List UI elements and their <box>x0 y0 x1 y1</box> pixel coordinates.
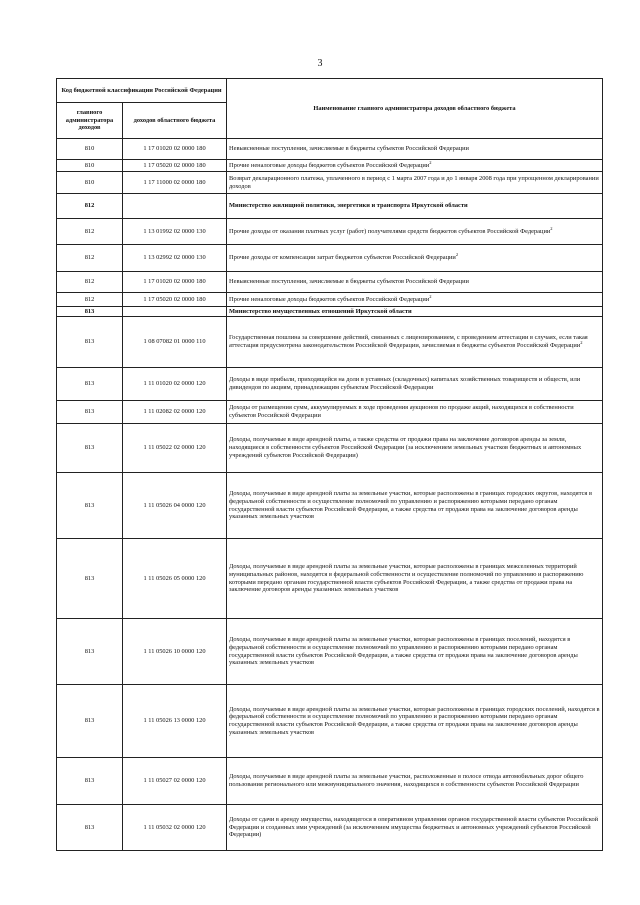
administrator-name-cell <box>227 473 603 539</box>
admin-code-cell: 813 <box>57 317 123 368</box>
revenue-code-cell <box>123 194 227 219</box>
footnote-marker: 2 <box>429 159 432 165</box>
name-text: Прочие доходы от компенсации затрат бюджетов субъектов Российской Федерации <box>229 254 456 262</box>
revenue-code-cell: 1 11 05022 02 0000 120 <box>123 424 227 473</box>
revenue-code-cell: 1 17 01020 02 0000 180 <box>123 139 227 160</box>
name-text: Министерство имущественных отношений Иркутской области <box>229 307 412 315</box>
admin-code-cell: 812 <box>57 194 123 219</box>
table-row <box>57 685 603 758</box>
admin-code-cell: 813 <box>57 368 123 401</box>
administrator-name-cell <box>227 805 603 851</box>
revenue-code-cell: 1 11 05026 05 0000 120 <box>123 539 227 619</box>
name-text: Прочие доходы от оказания платных услуг (работ) получателями средств бюджетов субъектов Российской Федерации <box>229 227 551 235</box>
name-text: Прочие неналоговые доходы бюджетов субъектов Российской Федерации <box>229 161 430 169</box>
footnote-marker: 2 <box>550 225 553 231</box>
administrator-name-cell <box>227 219 603 245</box>
administrator-name-cell <box>227 139 603 160</box>
table-row <box>57 424 603 473</box>
revenue-column-header: доходов областного бюджета <box>123 103 227 139</box>
table-header <box>57 79 603 139</box>
table-body <box>57 139 603 851</box>
administrator-name-cell <box>227 424 603 473</box>
administrator-name-cell <box>227 245 603 272</box>
administrator-name-cell <box>227 401 603 424</box>
administrator-name-cell <box>227 317 603 368</box>
admin-code-cell: 813 <box>57 473 123 539</box>
revenue-code-cell: 1 17 01020 02 0000 180 <box>123 272 227 293</box>
admin-code-cell: 812 <box>57 245 123 272</box>
revenue-code-cell: 1 11 01020 02 0000 120 <box>123 368 227 401</box>
table-row <box>57 172 603 194</box>
name-text: Прочие неналоговые доходы бюджетов субъектов Российской Федерации <box>229 295 430 303</box>
revenue-code-cell: 1 13 01992 02 0000 130 <box>123 219 227 245</box>
name-text: Доходы в виде прибыли, приходящейся на доли в уставных (складочных) капиталах хозяйственных товариществ и обществ, или дивидендов по акциям, принадлежащим субъектам Российской Федерации <box>229 376 581 391</box>
table-row <box>57 805 603 851</box>
page-number: 3 <box>317 58 323 69</box>
administrator-name-cell <box>227 758 603 805</box>
table-row <box>57 219 603 245</box>
footnote-marker: 2 <box>429 293 432 299</box>
name-text: Невыясненные поступления, зачисляемые в бюджеты субъектов Российской Федерации <box>229 278 469 286</box>
table-row <box>57 293 603 307</box>
admin-code-cell: 810 <box>57 172 123 194</box>
administrator-name-cell <box>227 539 603 619</box>
admin-code-cell: 813 <box>57 424 123 473</box>
admin-code-cell: 813 <box>57 805 123 851</box>
admin-code-cell: 813 <box>57 401 123 424</box>
table-row <box>57 160 603 172</box>
revenue-code-cell <box>123 307 227 317</box>
administrator-name-cell <box>227 685 603 758</box>
name-text: Доходы, получаемые в виде арендной платы за земельные участки, расположенные в полосе отвода автомобильных дорог общего пользования регионального или межмуниципального значения, находящихся в собственности субъектов Российской Федерации <box>229 773 584 788</box>
revenue-code-cell: 1 17 05020 02 0000 180 <box>123 160 227 172</box>
footnote-marker: 2 <box>455 252 459 258</box>
admin-code-cell: 812 <box>57 219 123 245</box>
revenue-code-cell: 1 08 07082 01 0000 110 <box>123 317 227 368</box>
name-text: Доходы, получаемые в виде арендной платы за земельные участки, которые расположены в границах поселений, находятся в федеральной собственности и осуществление полномочий по управлению и распоряжению которыми передано органам государственной власти субъектов Российской Федерации, а также средства от продажи права на заключение договоров аренды указанных земельных участков <box>229 636 578 667</box>
table-row <box>57 317 603 368</box>
admin-code-cell: 812 <box>57 272 123 293</box>
revenue-code-cell: 1 17 05020 02 0000 180 <box>123 293 227 307</box>
name-text: Доходы, получаемые в виде арендной платы, а также средства от продажи права на заключение договоров аренды за земли, находящиеся в собственности субъектов Российской Федерации (за исключением земельных участков бюджетных и автономных учреждений субъектов Российской Федерации) <box>229 436 582 459</box>
revenue-code-cell: 1 17 11000 02 0000 180 <box>123 172 227 194</box>
name-text: Доходы, получаемые в виде арендной платы за земельные участки, которые расположены в границах городских поселений, находятся в федеральной собственности и осуществление полномочий по управлению и распоряжению которыми передано органам государственной власти субъектов Российской Федерации, а также средства от продажи права на заключение договоров аренды указанных земельных участков <box>229 705 600 736</box>
name-text: Доходы, получаемые в виде арендной платы за земельные участки, которые расположены в границах межселенных территорий муниципальных районов, находятся в федеральной собственности и осуществление полномочий по управлению и распоряжению которыми передано органам государственной власти субъектов Российской Федерации, а также средства от продажи права на заключение договоров аренды указанных земельных участков <box>229 563 584 594</box>
admin-code-cell: 812 <box>57 293 123 307</box>
name-text: Государственная пошлина за совершение действий, связанных с лицензированием, с проведением аттестации в случаях, если такая аттестация предусмотрена законодательством Российской Федерации, зачисляемая в бюджеты субъектов Российской Федерации <box>229 334 588 349</box>
admin-code-cell: 813 <box>57 685 123 758</box>
revenue-code-cell: 1 11 05027 02 0000 120 <box>123 758 227 805</box>
administrator-name-cell <box>227 172 603 194</box>
admin-code-cell: 810 <box>57 139 123 160</box>
table-row <box>57 758 603 805</box>
name-text: Доходы от сдачи в аренду имущества, находящегося в оперативном управлении органов государственной власти субъектов Российской Федерации и созданных ими учреждений (за исключением имущества бюджетных и автономных учреждений субъектов Российской Федерации) <box>229 815 599 839</box>
revenue-code-cell: 1 11 05026 13 0000 120 <box>123 685 227 758</box>
revenue-code-cell: 1 13 02992 02 0000 130 <box>123 245 227 272</box>
ministry-row <box>57 194 603 219</box>
administrator-name-cell <box>227 194 603 219</box>
administrator-name-cell <box>227 293 603 307</box>
table-row <box>57 368 603 401</box>
name-text: Доходы, получаемые в виде арендной платы за земельные участки, которые расположены в границах городских округов, находятся в федеральной собственности и осуществление полномочий по управлению и распоряжению которыми передано органам государственной власти субъектов Российской Федерации, а также средства от продажи права на заключение договоров аренды указанных земельных участков <box>229 490 592 521</box>
administrator-name-cell <box>227 160 603 172</box>
table-row <box>57 473 603 539</box>
admin-code-cell: 813 <box>57 307 123 317</box>
name-text: Министерство жилищной политики, энергетики и транспорта Иркутской области <box>229 202 468 210</box>
admin-code-cell: 813 <box>57 619 123 685</box>
ministry-row <box>57 307 603 317</box>
table-row <box>57 245 603 272</box>
table-row <box>57 619 603 685</box>
admin-code-cell: 810 <box>57 160 123 172</box>
revenue-administrators-table <box>56 78 603 851</box>
administrator-name-cell <box>227 307 603 317</box>
revenue-code-cell: 1 11 05026 04 0000 120 <box>123 473 227 539</box>
revenue-code-cell: 1 11 05032 02 0000 120 <box>123 805 227 851</box>
admin-code-cell: 813 <box>57 539 123 619</box>
table-row <box>57 539 603 619</box>
revenue-code-cell: 1 11 05026 10 0000 120 <box>123 619 227 685</box>
table-row <box>57 139 603 160</box>
revenue-code-cell: 1 11 02082 02 0000 120 <box>123 401 227 424</box>
admin-column-header: главного администратора доходов <box>57 103 123 139</box>
classification-group-header: Код бюджетной классификации Российской Федерации <box>57 79 227 103</box>
name-text: Возврат декларационного платежа, уплаченного в период с 1 марта 2007 года и до 1 января 2008 года при упрощенном декларировании доходов <box>229 174 599 190</box>
administrator-name-cell <box>227 368 603 401</box>
admin-code-cell: 813 <box>57 758 123 805</box>
administrator-name-cell <box>227 272 603 293</box>
name-text: Невыясненные поступления, зачисляемые в бюджеты субъектов Российской Федерации <box>229 145 469 153</box>
footnote-marker: 2 <box>580 339 583 345</box>
name-text: Доходы от размещения сумм, аккумулируемых в ходе проведения аукционов по продаже акций, находящихся в собственности субъектов Российской Федерации <box>229 404 574 419</box>
administrator-name-cell <box>227 619 603 685</box>
table-row <box>57 401 603 424</box>
name-column-header: Наименование главного администратора доходов областного бюджета <box>227 79 603 139</box>
table-row <box>57 272 603 293</box>
